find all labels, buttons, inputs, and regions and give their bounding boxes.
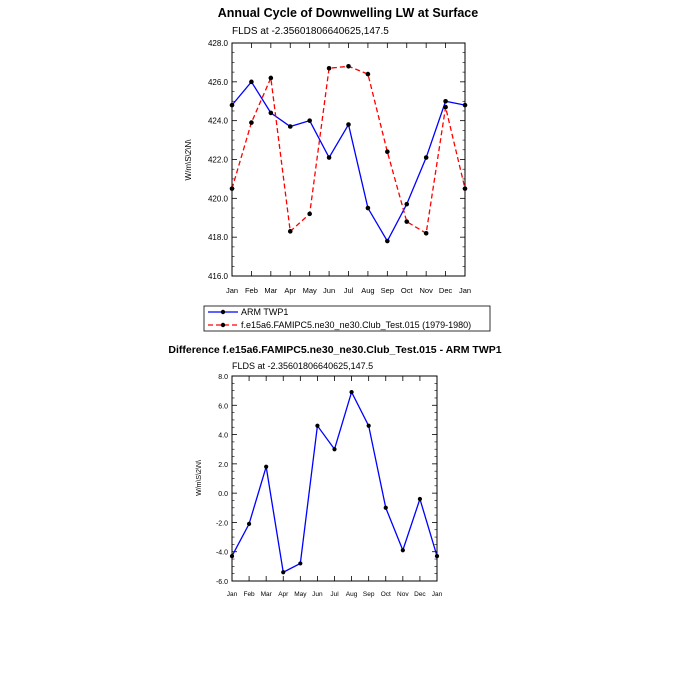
chart-annual-cycle (184, 6, 490, 331)
data-point (384, 506, 388, 510)
x-tick-label: Jul (330, 591, 339, 598)
y-tick-label: 8.0 (218, 374, 228, 381)
chart2-series (230, 390, 439, 574)
chart1-series (230, 64, 468, 243)
y-tick-label: 428.0 (207, 39, 228, 48)
data-point (401, 548, 405, 552)
chart1-y-ticks (208, 39, 465, 281)
data-point (346, 64, 351, 69)
data-point (418, 497, 422, 501)
data-point (435, 554, 439, 558)
x-tick-label: Jun (323, 286, 336, 295)
chart1-ylabel: W/m\S\2\N\ (184, 139, 193, 181)
x-tick-label: Jan (226, 591, 238, 598)
x-tick-label: Nov (397, 591, 409, 598)
chart1-x-ticks (226, 43, 471, 295)
chart1-legend (204, 306, 490, 331)
data-point (404, 202, 409, 207)
series-line-0 (232, 82, 465, 241)
x-tick-label: Feb (244, 286, 258, 295)
data-point (307, 212, 312, 217)
data-point (247, 522, 251, 526)
data-point (424, 155, 429, 160)
data-point (332, 447, 336, 451)
data-point (404, 219, 409, 224)
y-tick-label: -2.0 (215, 520, 228, 528)
x-tick-label: Mar (264, 286, 278, 295)
x-tick-label: Oct (400, 286, 413, 295)
x-tick-label: Aug (361, 286, 375, 295)
x-tick-label: Jan (431, 591, 443, 598)
y-tick-label: -6.0 (215, 579, 228, 586)
y-tick-label: 416.0 (207, 272, 228, 281)
series-line-0 (232, 392, 437, 572)
data-point (463, 103, 468, 108)
x-tick-label: Jun (312, 591, 323, 598)
y-tick-label: 4.0 (218, 432, 228, 440)
x-tick-label: Dec (438, 286, 453, 295)
data-point (249, 120, 254, 125)
series-line-1 (232, 66, 465, 233)
data-point (307, 118, 312, 123)
y-tick-label: 0.0 (218, 491, 228, 499)
data-point (315, 424, 319, 428)
chart2-subtitle: FLDS at -2.35601806640625,147.5 (232, 361, 374, 371)
chart2-ylabel: W/m\S\2\N\ (196, 460, 203, 496)
x-tick-label: Oct (380, 591, 391, 598)
x-tick-label: Jul (343, 286, 354, 295)
data-point (269, 76, 274, 81)
data-point (327, 66, 332, 71)
chart1-plot-frame (232, 43, 465, 276)
data-point (327, 155, 332, 160)
data-point (298, 561, 302, 565)
data-point (346, 122, 351, 127)
data-point (443, 105, 448, 110)
x-tick-label: May (294, 591, 307, 598)
y-tick-label: 420.0 (207, 194, 228, 204)
x-tick-label: Jan (225, 286, 239, 295)
legend-marker-arm (221, 310, 225, 314)
data-point (288, 124, 293, 129)
chart2-y-ticks (216, 374, 437, 586)
data-point (443, 99, 448, 104)
data-point (230, 554, 234, 558)
y-tick-label: 424.0 (207, 116, 228, 126)
x-tick-label: May (302, 286, 317, 295)
x-tick-label: Dec (414, 591, 426, 598)
x-tick-label: Sep (362, 591, 375, 598)
data-point (367, 424, 371, 428)
y-tick-label: 6.0 (218, 403, 228, 411)
data-point (366, 72, 371, 77)
data-point (230, 103, 235, 108)
chart2-title: Difference f.e15a6.FAMIPC5.ne30_ne30.Club_Test.015 - ARM TWP1 (168, 344, 502, 356)
x-tick-label: Feb (243, 591, 255, 598)
data-point (288, 229, 293, 234)
x-tick-label: Aug (345, 591, 358, 598)
legend-marker-model (221, 323, 225, 327)
data-point (349, 390, 353, 394)
y-tick-label: 422.0 (207, 155, 228, 165)
data-point (366, 206, 371, 211)
chart1-subtitle: FLDS at -2.35601806640625,147.5 (232, 26, 389, 37)
data-point (281, 570, 285, 574)
data-point (385, 149, 390, 154)
y-tick-label: 2.0 (218, 461, 228, 469)
data-point (463, 186, 468, 191)
legend-label-model: f.e15a6.FAMIPC5.ne30_ne30.Club_Test.015 (1979-1980) (241, 320, 472, 330)
data-point (385, 239, 390, 244)
chart-difference (168, 344, 501, 598)
data-point (249, 80, 254, 85)
x-tick-label: Sep (380, 286, 395, 295)
data-point (424, 231, 429, 236)
data-point (264, 465, 268, 469)
legend-label-arm: ARM TWP1 (241, 307, 289, 317)
data-point (269, 111, 274, 116)
x-tick-label: Apr (278, 591, 289, 598)
y-tick-label: 426.0 (207, 77, 228, 87)
x-tick-label: Nov (419, 286, 433, 295)
chart2-x-ticks (227, 376, 443, 598)
chart1-title: Annual Cycle of Downwelling LW at Surface (217, 6, 479, 20)
x-tick-label: Apr (284, 286, 297, 295)
data-point (230, 186, 235, 191)
x-tick-label: Jan (458, 286, 472, 295)
y-tick-label: -4.0 (215, 549, 228, 557)
x-tick-label: Mar (260, 591, 272, 598)
y-tick-label: 418.0 (207, 233, 228, 243)
